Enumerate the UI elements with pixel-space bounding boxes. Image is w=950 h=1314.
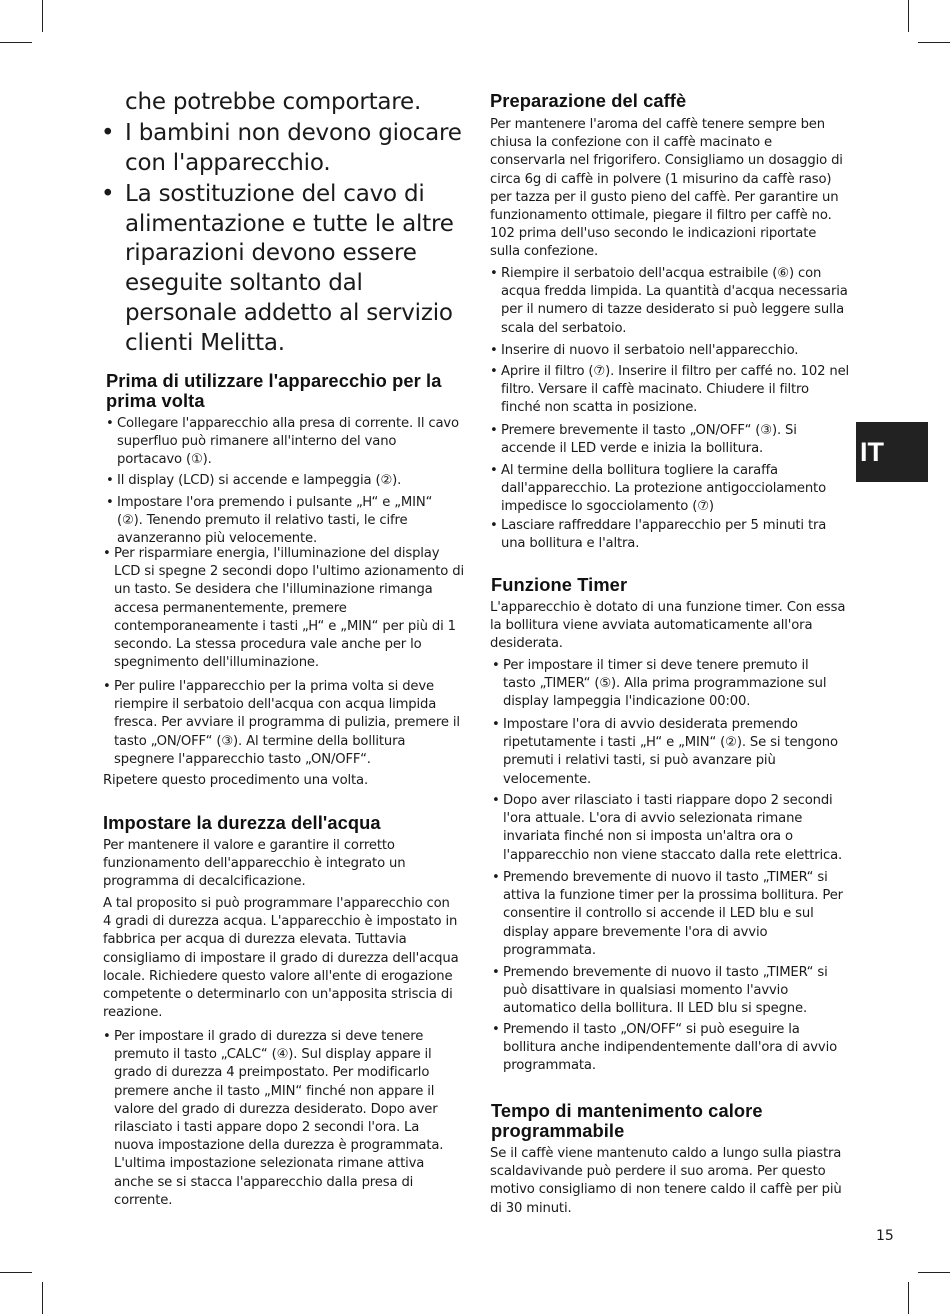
bullet-mark: • — [103, 546, 111, 561]
list-item — [103, 678, 464, 769]
bullet-mark: • — [490, 364, 498, 379]
list-item — [106, 415, 461, 470]
list-item-text: Lasciare raffreddare l'apparecchio per 5 minuti tra una bollitura e l'altra. — [501, 518, 827, 552]
list-item — [490, 517, 851, 553]
bullet-mark: • — [492, 717, 500, 732]
safety-bullet — [101, 180, 470, 358]
bullet-mark: • — [101, 120, 115, 146]
list-item-text: Dopo aver rilasciato i tasti riappare dopo 2 secondi l'ora attuale. L'ora di avvio selezionata rimane invariata finché non si imposta un'altra ora o l'apparecchio non viene staccato dalla rete elettrica. — [503, 793, 843, 863]
crop-mark — [908, 0, 909, 32]
list-item — [492, 716, 845, 789]
list-item-text: Inserire di nuovo il serbatoio nell'apparecchio. — [501, 343, 799, 358]
list-item — [103, 1028, 462, 1210]
bullet-mark: • — [492, 870, 500, 885]
list-item — [492, 964, 849, 1019]
bullet-mark: • — [492, 965, 500, 980]
page-number: 15 — [876, 1228, 894, 1244]
list-item-text: Premendo brevemente di nuovo il tasto „TIMER“ si può disattivare in qualsiasi momento l'avvio automatico della bollitura. Il LED blu si spegne. — [503, 965, 828, 1017]
crop-mark — [918, 42, 950, 43]
water-hardness-para: A tal proposito si può programmare l'apparecchio con 4 gradi di durezza acqua. L'apparecchio è impostato in fabbrica per acqua di durezza elevata. Tuttavia consigliamo di impostare il grado di durezza dell'acqua locale. Richiedere questo valore all'ente di erogazione competente o determinarlo con un'apposita striscia di reazione. — [103, 896, 459, 1021]
safety-bullet-text: La sostituzione del cavo di alimentazione e tutte le altre riparazioni devono essere eseguite soltanto dal personale addetto al servizio clienti Melitta. — [125, 181, 454, 356]
list-item-text: Premendo brevemente di nuovo il tasto „TIMER“ si attiva la funzione timer per la prossima bollitura. Per consentire il controllo si accende il LED blu e sul display appare brevemente l'ora di avvio programmata. — [503, 870, 843, 958]
list-item-text: Collegare l'apparecchio alla presa di corrente. Il cavo superfluo può rimanere all'interno del vano portacavo (①). — [117, 416, 459, 468]
water-hardness-heading: Impostare la durezza dell'acqua — [103, 812, 381, 833]
list-item — [492, 869, 845, 960]
safety-bullet-text: I bambini non devono giocare con l'apparecchio. — [125, 120, 462, 176]
bullet-mark: • — [490, 423, 498, 438]
bullet-mark: • — [103, 1029, 111, 1044]
list-item — [106, 472, 461, 490]
bullet-mark: • — [490, 463, 498, 478]
list-item — [106, 494, 461, 549]
language-tab: IT — [856, 422, 928, 482]
list-item-text: Per impostare il timer si deve tenere premuto il tasto „TIMER“ (⑤). Alla prima programmazione sul display lampeggia l'indicazione 00:00. — [503, 658, 827, 710]
bullet-mark: • — [106, 473, 114, 488]
safety-bullet — [101, 119, 470, 178]
list-item-text: Al termine della bollitura togliere la caraffa dall'apparecchio. La protezione antigocciolamento impedisce lo sgocciolamento (⑦) — [501, 463, 826, 515]
crop-mark — [918, 1272, 950, 1273]
keep-warm-para: Se il caffè viene mantenuto caldo a lungo sulla piastra scaldavivande può perdere il suo aroma. Per questo motivo consigliamo di non tenere caldo il caffè per più di 30 minuti. — [490, 1146, 842, 1216]
bullet-mark: • — [101, 181, 115, 207]
crop-mark — [42, 1282, 43, 1314]
first-use-closing: Ripetere questo procedimento una volta. — [103, 773, 369, 788]
bullet-mark: • — [492, 793, 500, 808]
list-item-text: Per impostare il grado di durezza si deve tenere premuto il tasto „CALC“ (④). Sul display appare il grado di durezza 4 preimpostato. Per modificarlo premere anche il tasto „MIN“ finché non appare il valore del grado di durezza desiderato. Dopo aver rilasciato i tasti appare dopo 2 secondi l'ora. La nuova impostazione della durezza è programmata. L'ultima impostazione selezionata rimane attiva anche se si stacca l'apparecchio dalla presa di corrente. — [114, 1029, 444, 1208]
timer-heading: Funzione Timer — [491, 574, 628, 595]
bullet-mark: • — [490, 518, 498, 533]
list-item-text: Il display (LCD) si accende e lampeggia (②). — [117, 473, 402, 488]
list-item-text: Premendo il tasto „ON/OFF“ si può eseguire la bollitura anche indipendentemente dall'ora di avvio programmata. — [503, 1022, 837, 1074]
list-item-text: Impostare l'ora premendo i pulsante „H“ e „MIN“ (②). Tenendo premuto il relativo tasti, le cifre avanzeranno più velocemente. — [117, 495, 433, 547]
bullet-mark: • — [492, 1022, 500, 1037]
bullet-mark: • — [106, 495, 114, 510]
list-item — [490, 363, 851, 418]
bullet-mark: • — [490, 343, 498, 358]
list-item — [490, 422, 851, 458]
crop-mark — [0, 1272, 32, 1273]
bullet-mark: • — [103, 679, 111, 694]
list-item — [490, 265, 851, 338]
crop-mark — [908, 1282, 909, 1314]
coffee-prep-para: Per mantenere l'aroma del caffè tenere sempre ben chiusa la confezione con il caffè macinato e conservarla nel frigorifero. Consigliamo un dosaggio di circa 6g di caffè in polvere (1 misurino da caffè raso) per tazza per il gusto pieno del caffè. Per garantire un funzionamento ottimale, piegare il filtro per caffè no. 102 prima dell'uso secondo le indicazioni riportate sulla confezione. — [490, 117, 843, 260]
list-item — [492, 792, 849, 865]
list-item-text: Premere brevemente il tasto „ON/OFF“ (③). Si accende il LED verde e inizia la bollitura. — [501, 423, 797, 457]
list-item-text: Per pulire l'apparecchio per la prima volta si deve riempire il serbatoio dell'acqua con acqua limpida fresca. Per avviare il programma di pulizia, premere il tasto „ON/OFF“ (③). Al termine della bollitura spegnere l'apparecchio tasto „ON/OFF“. — [114, 679, 460, 767]
list-item — [492, 657, 843, 712]
list-item-text: Per risparmiare energia, l'illuminazione del display LCD si spegne 2 secondi dopo l'ultimo azionamento di un tasto. Se desidera che l'illuminazione rimanga accesa permanentemente, premere contemporaneamente i tasti „H“ e „MIN“ per più di 1 secondo. La stessa procedura vale anche per lo spegnimento dell'illuminazione. — [114, 546, 464, 671]
list-item — [490, 342, 851, 360]
bullet-mark: • — [106, 416, 114, 431]
water-hardness-para: Per mantenere il valore e garantire il corretto funzionamento dell'apparecchio è integrato un programma di decalcificazione. — [103, 838, 406, 890]
timer-para: L'apparecchio è dotato di una funzione timer. Con essa la bollitura viene avviata automaticamente all'ora desiderata. — [490, 600, 846, 652]
list-item — [490, 462, 837, 517]
list-item — [103, 545, 466, 672]
keep-warm-heading: Tempo di mantenimento calore programmabile — [491, 1100, 763, 1141]
crop-mark — [42, 0, 43, 32]
list-item-text: Riempire il serbatoio dell'acqua estraibile (⑥) con acqua fredda limpida. La quantità d'acqua necessaria per il numero di tazze desiderato si può leggere sulla scala del serbatoio. — [501, 266, 848, 336]
first-use-heading: Prima di utilizzare l'apparecchio per la prima volta — [106, 370, 442, 411]
list-item-text: Impostare l'ora di avvio desiderata premendo ripetutamente i tasti „H“ e „MIN“ (②). Se si tengono premuti i relativi tasti, si può avanzare più velocemente. — [503, 717, 838, 787]
list-item-text: Aprire il filtro (⑦). Inserire il filtro per caffé no. 102 nel filtro. Versare il caffè macinato. Chiudere il filtro finché non scatta in posizione. — [501, 364, 850, 416]
crop-mark — [0, 42, 32, 43]
coffee-prep-heading: Preparazione del caffè — [490, 90, 687, 111]
bullet-mark: • — [492, 658, 500, 673]
list-item — [492, 1021, 849, 1076]
bullet-mark: • — [490, 266, 498, 281]
intro-tail: che potrebbe comportare. — [125, 89, 422, 115]
